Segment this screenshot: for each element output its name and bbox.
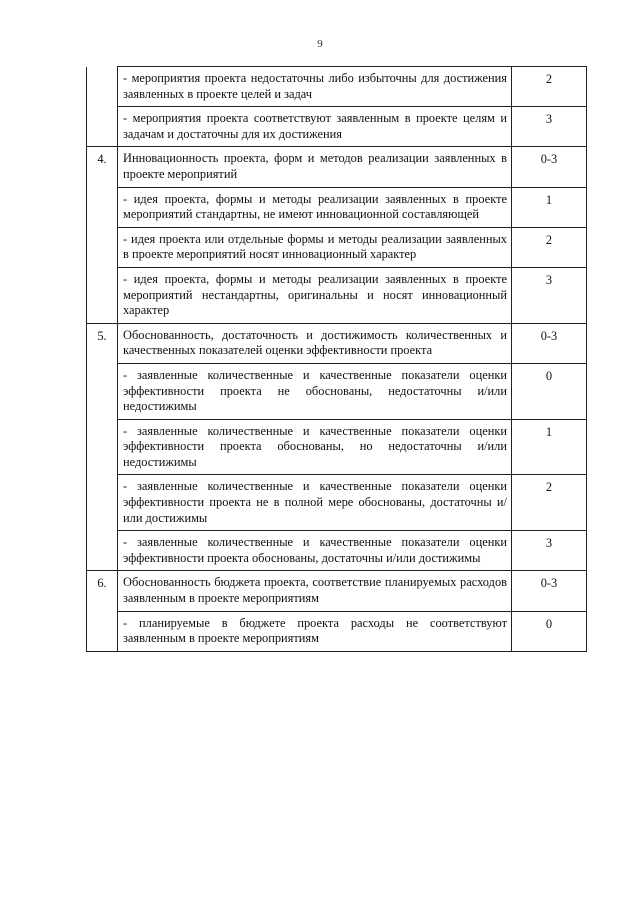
criterion-number (87, 227, 118, 267)
criterion-number (87, 67, 118, 107)
table-row (87, 571, 587, 611)
criterion-text-cell (118, 147, 512, 187)
criterion-text-cell (118, 531, 512, 571)
score-range: 0-3 (512, 571, 587, 611)
table-row (87, 419, 587, 475)
criterion-number (87, 187, 118, 227)
score-value: 2 (512, 475, 587, 531)
option-text: - идея проекта или отдельные формы и методы реализации заявленных в проекте мероприятий носят инновационный характер (123, 231, 507, 262)
option-text: - мероприятия проекта соответствуют заявленным в проекте целям и задачам и достаточны для их достижения (123, 111, 507, 141)
criterion-text-cell (118, 323, 512, 363)
option-text: - идея проекта, формы и методы реализации заявленных в проекте мероприятий нестандартны, оригинальны и носят инновационный характер (123, 271, 507, 318)
criterion-number (87, 107, 118, 147)
criterion-number (87, 475, 118, 531)
criterion-number (87, 531, 118, 571)
table-row (87, 323, 587, 363)
option-text: - заявленные количественные и качественные показатели оценки эффективности проекта не в полной мере обоснованы, достаточны и/или достижимы (123, 479, 507, 525)
page-number: 9 (317, 38, 323, 50)
score-value: 2 (512, 227, 587, 267)
criterion-title: Обоснованность бюджета проекта, соответствие планируемых расходов заявленным в проекте мероприятиям (123, 575, 507, 606)
score-value: 0 (512, 611, 587, 651)
criterion-number (87, 363, 118, 419)
option-text: - идея проекта, формы и методы реализации заявленных в проекте мероприятий стандартны, не имеют инновационной составляющей (123, 191, 507, 222)
table-row (87, 187, 587, 227)
table-row (87, 363, 587, 419)
table-row (87, 147, 587, 187)
score-value: 3 (512, 531, 587, 571)
table-row (87, 475, 587, 531)
criterion-text-cell (118, 267, 512, 323)
table-row (87, 227, 587, 267)
criterion-text-cell (118, 107, 512, 147)
evaluation-criteria-table (86, 66, 587, 652)
criterion-number (87, 611, 118, 651)
option-text: - планируемые в бюджете проекта расходы не соответствуют заявленным в проекте мероприятиям (123, 615, 507, 646)
table-row (87, 531, 587, 571)
criterion-number (87, 419, 118, 475)
score-value: 3 (512, 267, 587, 323)
option-text: - заявленные количественные и качественные показатели оценки эффективности проекта не обоснованы, недостаточны и/или недостижимы (123, 367, 507, 414)
table-row (87, 107, 587, 147)
score-range: 0-3 (512, 323, 587, 363)
criterion-text-cell (118, 419, 512, 475)
criterion-text-cell (118, 67, 512, 107)
table-row (87, 267, 587, 323)
table-row (87, 611, 587, 651)
criterion-text-cell (118, 611, 512, 651)
criterion-number: 5. (87, 323, 118, 363)
criterion-title: Обоснованность, достаточность и достижимость количественных и качественных показателей оценки эффективности проекта (123, 327, 507, 358)
criterion-text-cell (118, 187, 512, 227)
score-value: 1 (512, 187, 587, 227)
score-value: 2 (512, 67, 587, 107)
criterion-text-cell (118, 227, 512, 267)
criterion-text-cell (118, 475, 512, 531)
criterion-title: Инновационность проекта, форм и методов реализации заявленных в проекте мероприятий (123, 151, 507, 181)
score-range: 0-3 (512, 147, 587, 187)
table-row (87, 67, 587, 107)
option-text: - мероприятия проекта недостаточны либо избыточны для достижения заявленных в проекте целей и задач (123, 71, 507, 101)
score-value: 1 (512, 419, 587, 475)
criterion-text-cell (118, 363, 512, 419)
option-text: - заявленные количественные и качественные показатели оценки эффективности проекта обоснованы, достаточны и/или достижимы (123, 535, 507, 565)
criterion-number: 4. (87, 147, 118, 187)
score-value: 3 (512, 107, 587, 147)
criterion-number: 6. (87, 571, 118, 611)
option-text: - заявленные количественные и качественные показатели оценки эффективности проекта обоснованы, но недостаточны и/или недостижимы (123, 423, 507, 469)
score-value: 0 (512, 363, 587, 419)
criterion-text-cell (118, 571, 512, 611)
criteria-table-body (87, 67, 587, 652)
criterion-number (87, 267, 118, 323)
